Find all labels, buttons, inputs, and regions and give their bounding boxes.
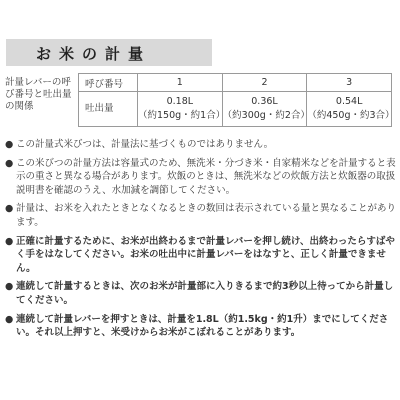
volume-cell-3 <box>307 92 395 127</box>
volume-detail-2: （約300g・約2合） <box>222 110 310 121</box>
bullet-icon: ● <box>5 313 14 325</box>
volume-cell-1 <box>138 92 226 127</box>
row-label-cell: 吐出量 <box>79 92 138 127</box>
column-number-2: 2 <box>222 74 307 92</box>
note-text: 計量は、お米を入れたときとなくなるときの数回は表示されている量と異なることがあります。 <box>16 203 397 228</box>
note-text: 連続して計量するときは、次のお米が計量部に入りきるまで約3秒以上待ってから計量してください。 <box>16 281 394 306</box>
bullet-icon: ● <box>5 139 14 150</box>
section-title-bar <box>6 39 212 66</box>
notes-list <box>4 138 396 345</box>
bullet-icon: ● <box>5 157 14 169</box>
header-label-cell: 呼び番号 <box>79 74 138 92</box>
note-text: この計量式米びつは、計量法に基づくものではありません。 <box>16 139 274 150</box>
measurement-table <box>78 73 395 127</box>
volume-value-2: 0.36L <box>251 96 278 107</box>
table-label: 計量レバーの呼び番号と吐出量の関係 <box>5 77 72 112</box>
volume-value-1: 0.18L <box>166 96 194 107</box>
section-title: お米の計量 <box>36 45 152 63</box>
volume-value-3: 0.54L <box>335 96 363 107</box>
column-number-1: 1 <box>138 74 223 92</box>
note-item <box>4 202 396 229</box>
note-item-emphasis <box>4 313 396 340</box>
bullet-icon: ● <box>5 281 14 293</box>
column-number-3: 3 <box>307 74 392 92</box>
volume-cell-2 <box>222 92 310 127</box>
note-item-emphasis <box>4 280 396 307</box>
volume-detail-1: （約150g・約1合） <box>138 110 226 121</box>
note-item <box>4 157 396 198</box>
bullet-icon: ● <box>5 235 14 247</box>
volume-detail-3: （約450g・約3合） <box>307 110 395 121</box>
note-text: この米びつの計量方法は容量式のため、無洗米・分づき米・自家精米などを計量すると表示の重さと異なる場合があります。炊飯のときは、無洗米などの炊飯方法と炊飯器の取扱説明書を確認のうえ、水加減を調節してください。 <box>16 157 396 196</box>
table-volume-row <box>79 92 392 127</box>
bullet-icon: ● <box>5 203 14 215</box>
note-item <box>4 138 396 152</box>
note-item-emphasis <box>4 235 396 276</box>
note-text: 正確に計量するために、お米が出終わるまで計量レバーを押し続け、出終わったらすばやく手をはなしてください。お米の吐出中に計量レバーをはなすと、正しく計量できません。 <box>16 235 395 274</box>
table-header-row <box>79 74 392 92</box>
note-text: 連続して計量レバーを押すときは、計量を1.8L（約1.5kg・約1升）までにしてください。それ以上押すと、米受けからお米がこぼれることがあります。 <box>16 313 389 339</box>
